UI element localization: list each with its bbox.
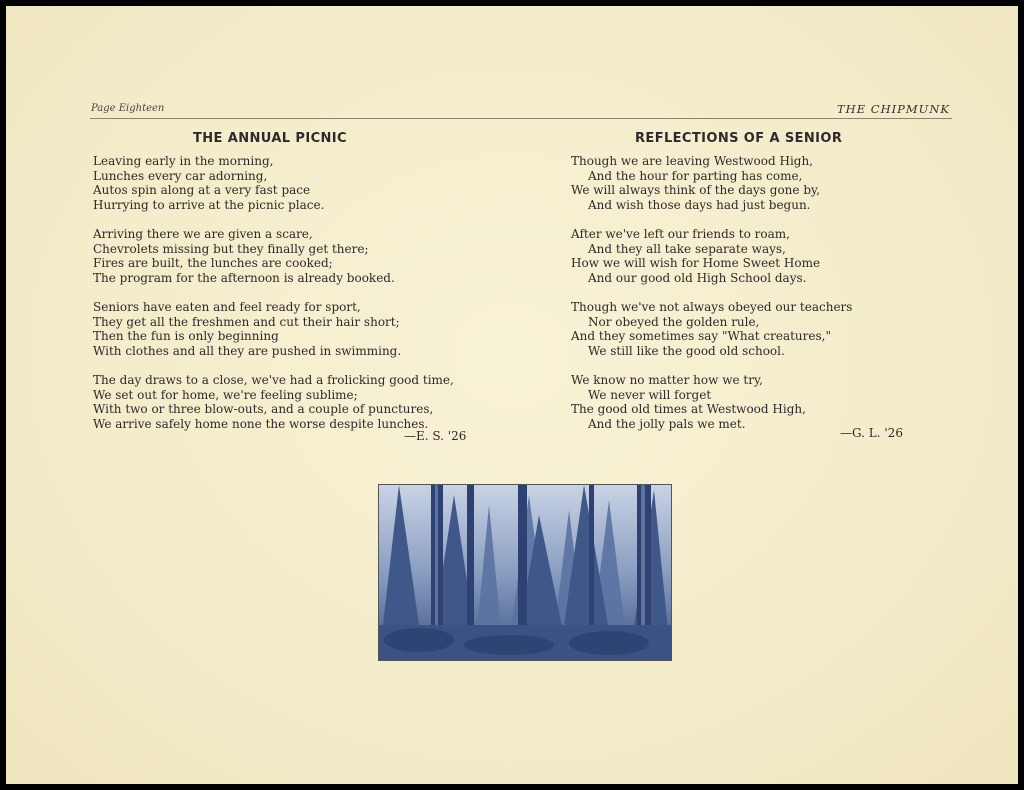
poem-line: The program for the afternoon is already booked. — [93, 270, 395, 285]
poem-line: How we will wish for Home Sweet Home — [571, 256, 821, 271]
poem-line: And they sometimes say "What creatures," — [571, 329, 831, 344]
poem-line: Lunches every car adorning, — [93, 168, 268, 183]
poem-line: We arrive safely home none the worse despite lunches. — [93, 416, 429, 431]
poem-line: The day draws to a close, we've had a frolicking good time, — [93, 372, 454, 387]
poem-title-annual-picnic: THE ANNUAL PICNIC — [193, 131, 347, 146]
poem-annual-picnic — [93, 154, 454, 446]
poem-reflections-of-a-senior — [571, 154, 852, 446]
poem-line: And the hour for parting has come, — [588, 168, 803, 183]
poem-line: We will always think of the days gone by, — [571, 183, 821, 198]
publication-title: THE CHIPMUNK — [837, 102, 950, 116]
poem-line: And the jolly pals we met. — [588, 416, 746, 431]
stanza — [93, 300, 454, 358]
stanza — [571, 154, 852, 212]
stanza — [93, 373, 454, 431]
poem-line: Seniors have eaten and feel ready for sport, — [93, 299, 361, 314]
stanza — [93, 227, 454, 285]
poem-line: Nor obeyed the golden rule, — [588, 314, 760, 329]
stanza — [571, 373, 852, 431]
stanza — [93, 154, 454, 212]
yearbook-page — [6, 6, 1018, 784]
poem-signature: —G. L. '26 — [840, 426, 903, 440]
poem-line: Fires are built, the lunches are cooked; — [93, 256, 333, 271]
poem-line: With two or three blow-outs, and a couple of punctures, — [93, 402, 434, 417]
poem-line: Then the fun is only beginning — [93, 329, 279, 344]
poem-line: And our good old High School days. — [588, 270, 807, 285]
forest-photo — [378, 484, 672, 661]
poem-line: We know no matter how we try, — [571, 372, 763, 387]
poem-line: Though we are leaving Westwood High, — [571, 154, 814, 168]
poem-line: We still like the good old school. — [588, 343, 785, 358]
poem-line: They get all the freshmen and cut their hair short; — [93, 314, 400, 329]
poem-line: The good old times at Westwood High, — [571, 402, 806, 417]
poem-line: Autos spin along at a very fast pace — [93, 183, 311, 198]
poem-line: Leaving early in the morning, — [93, 154, 274, 168]
page-number: Page Eighteen — [91, 103, 165, 114]
poem-line: Hurrying to arrive at the picnic place. — [93, 197, 325, 212]
poem-title-reflections: REFLECTIONS OF A SENIOR — [635, 131, 843, 146]
poem-line: And wish those days had just begun. — [588, 197, 811, 212]
stanza — [571, 300, 852, 358]
poem-line: Chevrolets missing but they finally get there; — [93, 241, 369, 256]
poem-signature: —E. S. '26 — [404, 429, 467, 443]
poem-line: And they all take separate ways, — [588, 241, 786, 256]
poem-line: We set out for home, we're feeling sublime; — [93, 387, 358, 402]
poem-line: With clothes and all they are pushed in swimming. — [93, 343, 402, 358]
header-rule — [90, 118, 952, 119]
poem-line: We never will forget — [588, 387, 712, 402]
poem-line: Though we've not always obeyed our teachers — [571, 299, 853, 314]
stanza — [571, 227, 852, 285]
poem-line: After we've left our friends to roam, — [571, 226, 790, 241]
poem-line: Arriving there we are given a scare, — [93, 226, 313, 241]
